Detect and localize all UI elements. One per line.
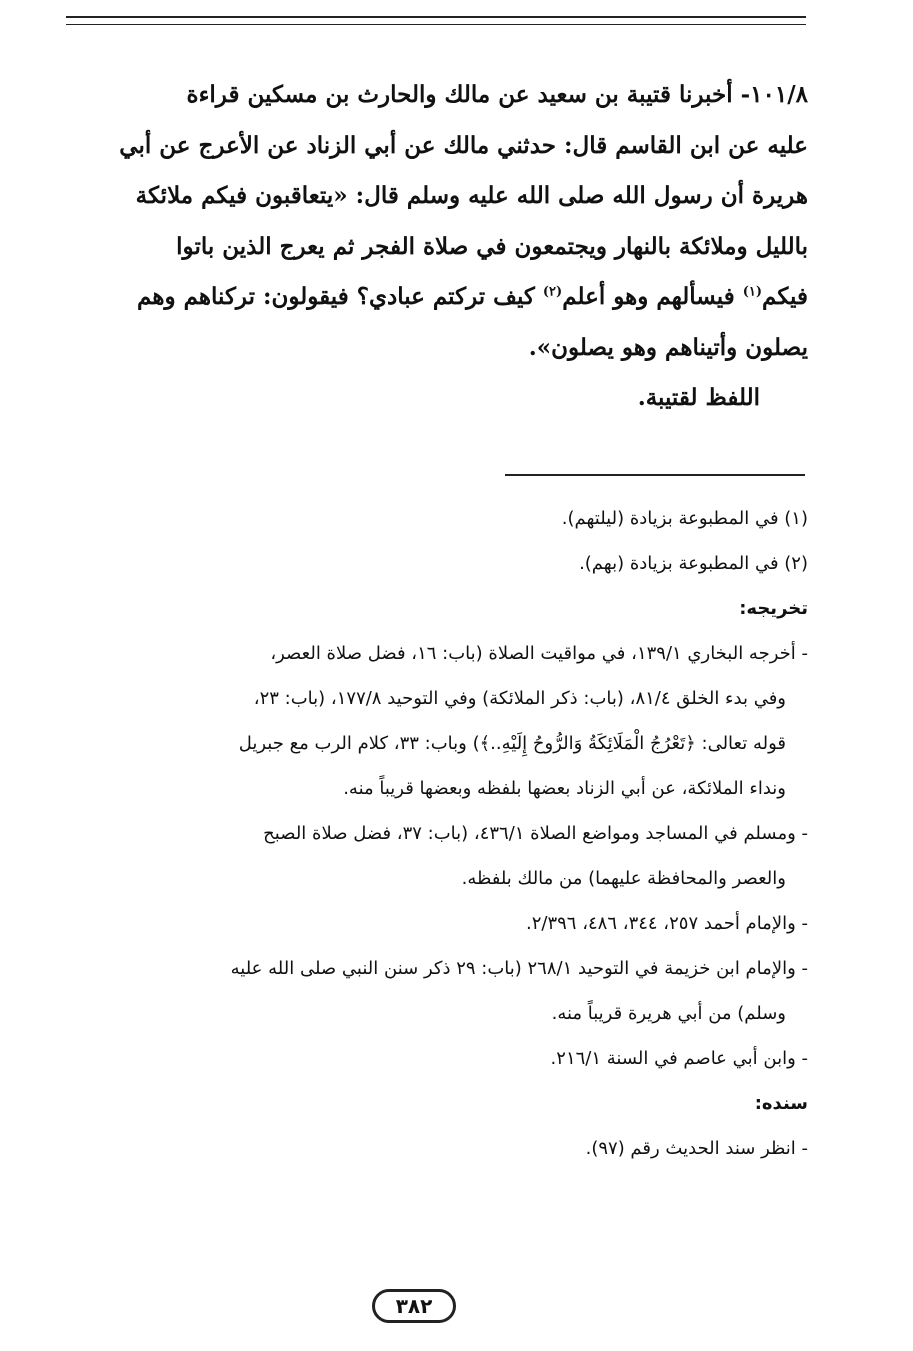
hadith-line-3: هريرة أن رسول الله صلى الله عليه وسلم قال: «يتعاقبون فيكم ملائكة — [135, 182, 808, 209]
takhrij-entry-bukhari-cont-2: قوله تعالى: ﴿تَعْرُجُ الْمَلَائِكَةُ وَالرُّوحُ إِلَيْهِ..﴾) وباب: ٣٣، كلام الرب مع جبريل — [238, 733, 786, 754]
hadith-line-5-part-c: كيف تركتم عبادي؟ فيقولون: تركناهم وهم — [137, 283, 543, 310]
hadith-line-2: عليه عن ابن القاسم قال: حدثني مالك عن أبي الزناد عن الأعرج عن أبي — [119, 131, 808, 159]
hadith-line-1: ١٠١/٨- أخبرنا قتيبة بن سعيد عن مالك والحارث بن مسكين قراءة — [186, 81, 808, 108]
header-rule-thick — [66, 16, 806, 18]
footnote-separator — [505, 474, 805, 476]
sanad-entry: - انظر سند الحديث رقم (٩٧). — [585, 1138, 808, 1159]
takhrij-entry-muslim: - ومسلم في المساجد ومواضع الصلاة ٤٣٦/١، (باب: ٣٧، فضل صلاة الصبح — [263, 823, 808, 844]
takhrij-entry-muslim-cont-1: والعصر والمحافظة عليهما) من مالك بلفظه. — [461, 868, 786, 889]
takhrij-entry-bukhari-cont-3: ونداء الملائكة، عن أبي الزناد بعضها بلفظه وبعضها قريباً منه. — [343, 778, 786, 799]
takhrij-entry-bukhari: - أخرجه البخاري ١٣٩/١، في مواقيت الصلاة (باب: ١٦، فضل صلاة العصر، — [270, 643, 808, 664]
hadith-line-6: يصلون وأتيناهم وهو يصلون». — [528, 333, 808, 361]
hadith-line-5 — [62, 272, 808, 323]
takhrij-entry-ibn-abi-asim: - وابن أبي عاصم في السنة ٢١٦/١. — [550, 1048, 808, 1069]
sanad-heading: سنده: — [754, 1093, 808, 1114]
takhrij-entry-ibn-khuzayma-cont-1: وسلم) من أبي هريرة قريباً منه. — [551, 1003, 786, 1024]
wording-credit: اللفظ لقتيبة. — [637, 384, 760, 411]
footnote-marker-2: (٢) — [542, 284, 563, 300]
footnote-1: (١) في المطبوعة بزيادة (ليلتهم). — [561, 508, 808, 529]
hadith-line-4: بالليل وملائكة بالنهار ويجتمعون في صلاة الفجر ثم يعرج الذين باتوا — [176, 232, 808, 260]
hadith-text — [62, 70, 808, 424]
takhrij-entry-bukhari-cont-1: وفي بدء الخلق ٨١/٤، (باب: ذكر الملائكة) وفي التوحيد ١٧٧/٨، (باب: ٢٣، — [253, 688, 786, 709]
takhrij-entry-ibn-khuzayma: - والإمام ابن خزيمة في التوحيد ٢٦٨/١ (باب: ٢٩ ذكر سنن النبي صلى الله عليه — [230, 958, 808, 979]
hadith-line-5-part-b: فيسألهم وهو أعلم — [562, 283, 743, 310]
takhrij-entry-ahmad: - والإمام أحمد ٢٥٧، ٣٤٤، ٤٨٦، ٢/٣٩٦. — [526, 913, 808, 934]
footnotes-section — [62, 496, 808, 1171]
footnote-marker-1: (١) — [742, 284, 763, 300]
takhrij-heading: تخريجه: — [739, 598, 808, 619]
hadith-line-5-part-a: فيكم — [762, 283, 808, 310]
header-rule-thin — [66, 24, 806, 25]
page-number: ٣٨٢ — [372, 1289, 456, 1323]
footnote-2: (٢) في المطبوعة بزيادة (بهم). — [579, 553, 808, 574]
